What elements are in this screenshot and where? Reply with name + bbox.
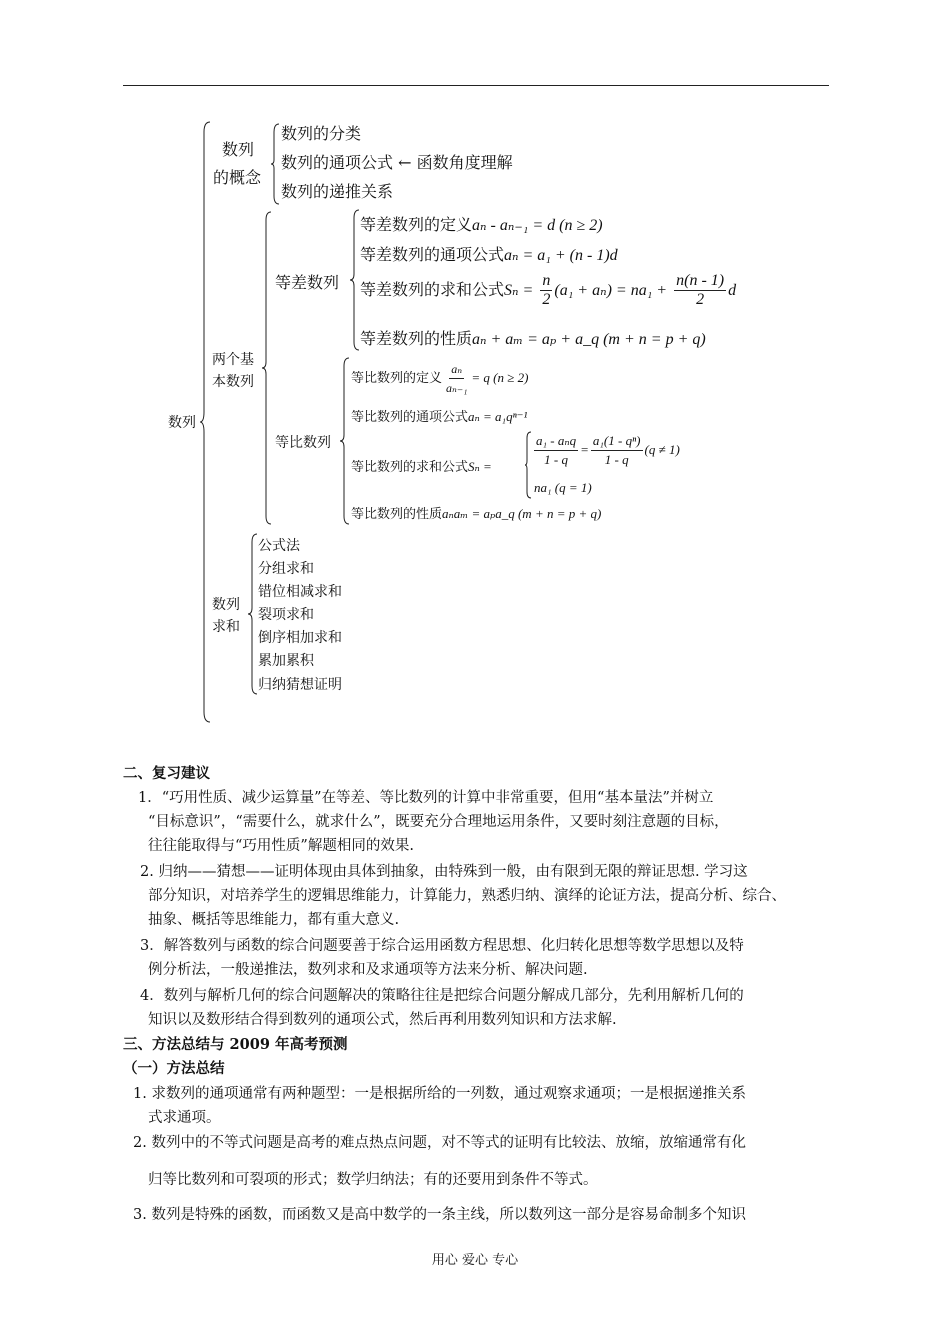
advice-1-line-2: “目标意识”，“需要什么，就求什么”，既要充分合理地运用条件，又要时刻注意题的目标， xyxy=(148,814,729,830)
root-label: 数列 xyxy=(168,415,196,431)
geo-label: 等比数列 xyxy=(275,435,331,451)
section2-title: 二、复习建议 xyxy=(123,765,210,782)
sum-label-2: 求和 xyxy=(212,619,240,635)
method-2-line-1: 2. 数列中的不等式问题是高考的难点热点问题，对不等式的证明有比较法、放缩，放缩通常有化 xyxy=(133,1135,746,1151)
advice-3-line-1: 3．解答数列与函数的综合问题要善于综合运用函数方程思想、化归转化思想等数学思想以及特 xyxy=(140,938,744,954)
geo-general-term: 等比数列的通项公式aₙ = a₁qⁿ⁻¹ xyxy=(351,409,528,425)
geo-sum-label: 等比数列的求和公式Sₙ = xyxy=(351,459,492,475)
arith-label: 等差数列 xyxy=(275,273,340,292)
method-1-line-2: 式求通项。 xyxy=(148,1110,221,1126)
concept-label-1: 数列 xyxy=(222,140,255,159)
sum-method-accumulate: 累加累积 xyxy=(258,653,314,669)
advice-4-line-2: 知识以及数形结合得到数列的通项公式，然后再利用数列知识和方法求解. xyxy=(148,1012,617,1028)
geo-property: 等比数列的性质aₙaₘ = aₚa_q (m + n = p + q) xyxy=(351,506,602,522)
two-basic-label-2: 本数列 xyxy=(212,374,254,390)
geo-sum-case-q-eq-1: na₁ (q = 1) xyxy=(534,480,592,495)
advice-3-line-2: 例分析法，一般递推法，数列求和及求通项等方法来分析、解决问题. xyxy=(148,962,588,978)
sum-method-split: 裂项求和 xyxy=(258,607,314,623)
sum-label-1: 数列 xyxy=(212,597,240,613)
arith-general-term: 等差数列的通项公式aₙ = a₁ + (n - 1)d xyxy=(360,245,618,264)
sum-method-reverse: 倒序相加求和 xyxy=(258,630,342,646)
two-basic-label-1: 两个基 xyxy=(212,352,254,368)
advice-2-line-1: 2. 归纳——猜想——证明体现由具体到抽象，由特殊到一般，由有限到无限的辩证思想. 学习这 xyxy=(140,864,748,880)
method-1-line-1: 1. 求数列的通项通常有两种题型：一是根据所给的一列数，通过观察求通项；一是根据递推关系 xyxy=(133,1086,746,1102)
sum-method-group: 分组求和 xyxy=(258,561,314,577)
concept-brace xyxy=(271,124,281,204)
sum-method-induction: 归纳猜想证明 xyxy=(258,677,342,693)
advice-4-line-1: 4．数列与解析几何的综合问题解决的策略往往是把综合问题分解成几部分，先利用解析几何的 xyxy=(140,988,744,1004)
page-footer: 用心 爱心 专心 xyxy=(431,1253,519,1268)
method-3-line-1: 3. 数列是特殊的函数，而函数又是高中数学的一条主线，所以数列这一部分是容易命制多个知识 xyxy=(133,1207,746,1223)
arith-definition: 等差数列的定义aₙ - aₙ₋₁ = d (n ≥ 2) xyxy=(360,215,603,234)
sum-method-misalign: 错位相减求和 xyxy=(258,584,342,600)
advice-1-line-1: 1．“巧用性质、减少运算量”在等差、等比数列的计算中非常重要，但用“基本量法”并树立 xyxy=(138,790,714,806)
header-rule xyxy=(123,85,829,86)
sum-method-formula: 公式法 xyxy=(258,538,300,554)
section3-subtitle: （一）方法总结 xyxy=(123,1060,225,1077)
arith-property: 等差数列的性质aₙ + aₘ = aₚ + a_q (m + n = p + q) xyxy=(360,329,706,348)
geo-sum-case-q-not-1: $\frac{\text{a₁ - aₙq}}{1 - q}$ = $\frac{\text{a₁(1 - qⁿ)}}{1 - q}$ (q ≠ 1) xyxy=(536,433,680,467)
concept-item-recurrence: 数列的递推关系 xyxy=(281,182,394,201)
concept-item-general-term: 数列的通项公式 ← 函数角度理解 xyxy=(281,153,513,172)
concept-label-2: 的概念 xyxy=(213,168,262,187)
method-2-line-2: 归等比数列和可裂项的形式；数学归纳法；有的还要用到条件不等式。 xyxy=(148,1172,598,1188)
advice-1-line-3: 往往能取得与“巧用性质”解题相同的效果. xyxy=(148,838,414,854)
geo-definition: 等比数列的定义 $\frac{\text{aₙ}}{\text{aₙ₋₁}}$ = q (n ≥ 2) xyxy=(351,362,529,395)
advice-2-line-3: 抽象、概括等思维能力，都有重大意义. xyxy=(148,912,400,928)
arith-sum-formula: 等差数列的求和公式Sₙ = $\frac{n}{2}$ (a₁ + aₙ) = na₁ + $\frac{n(n - 1)}{2}$ d xyxy=(360,272,737,308)
concept-item-classify: 数列的分类 xyxy=(281,124,362,143)
advice-2-line-2: 部分知识，对培养学生的逻辑思维能力，计算能力，熟悉归纳、演绎的论证方法，提高分析、综合、 xyxy=(148,888,786,904)
two-basic-brace xyxy=(262,212,274,524)
section3-title: 三、方法总结与 2009 年高考预测 xyxy=(123,1036,348,1053)
